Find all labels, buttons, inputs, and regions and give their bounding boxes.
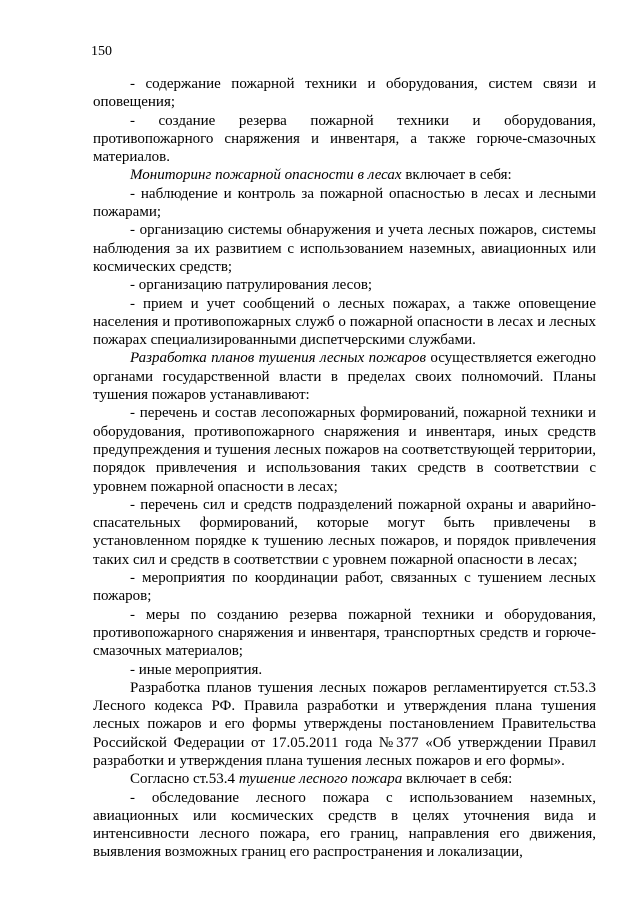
- paragraph-text: осуществляется ежегодно органами государственной власти в пределах своих полномочий. Планы тушения пожаров устанавливают:: [93, 350, 596, 404]
- paragraph-text: - прием и учет сообщений о лесных пожарах, а также оповещение населения и противопожарных служб о пожарной опасности в лесах и лесных пожарах специализированными диспетчерскими службами.: [93, 295, 596, 349]
- paragraph-text: - наблюдение и контроль за пожарной опасностью в лесах и лесными пожарами;: [93, 185, 596, 221]
- paragraph-plans-intro: [93, 349, 596, 404]
- paragraph-coordination: [93, 569, 596, 606]
- paragraph-reports-notification: [93, 295, 596, 350]
- italic-term: Мониторинг пожарной опасности в лесах: [130, 167, 402, 184]
- paragraph-reserve-measures: [93, 606, 596, 661]
- paragraph-observation-control: [93, 185, 596, 222]
- paragraph-text: включает в себя:: [401, 167, 512, 184]
- italic-term: тушение лесного пожара: [238, 771, 403, 788]
- paragraph-text: - перечень сил и средств подразделений пожарной охраны и аварийно-спасательных формирований, которые могут быть привлечены в установленном порядке к тушению лесных пожаров, и порядок привлечения таких сил и средств в соответствии с уровнем пожарной опасности в лесах;: [93, 496, 596, 568]
- paragraph-lead: Согласно ст.53.4: [130, 771, 239, 788]
- paragraph-text: - мероприятия по координации работ, связанных с тушением лесных пожаров;: [93, 570, 596, 605]
- paragraph-other-measures: [93, 661, 596, 679]
- paragraph-reserve-creation: [93, 112, 596, 167]
- paragraph-monitoring-intro: [93, 166, 596, 184]
- body-text: [93, 75, 596, 862]
- paragraph-formations-list: [93, 404, 596, 495]
- paragraph-text: - перечень и состав лесопожарных формирований, пожарной техники и оборудования, противопожарного снаряжения и инвентаря, иных средств предупреждения и тушения лесных пожаров на соответствующей территории, порядок привлечения и использования таких средств в соответствии с уровнем пожарной опасности в лесах;: [93, 405, 596, 495]
- paragraph-fire-survey: [93, 789, 596, 862]
- italic-term: Разработка планов тушения лесных пожаров: [130, 350, 426, 367]
- paragraph-text: - иные мероприятия.: [130, 661, 263, 678]
- paragraph-forces-list: [93, 496, 596, 569]
- paragraph-text: - содержание пожарной техники и оборудования, систем связи и оповещения;: [93, 76, 596, 111]
- paragraph-text: включает в себя:: [402, 771, 513, 788]
- paragraph-patrolling: [93, 276, 596, 294]
- paragraph-extinguishing-intro: [93, 770, 596, 788]
- paragraph-regulation: [93, 679, 596, 770]
- paragraph-equipment-maintenance: [93, 75, 596, 112]
- paragraph-text: Разработка планов тушения лесных пожаров регламентируется ст.53.3 Лесного кодекса РФ. Правила разработки и утверждения плана тушения лесных пожаров и его формы утверждены постановлением Правительства Российской Федерации от 17.05.2011 года №377 «Об утверждении Правил разработки и утверждения плана тушения лесных пожаров и его формы».: [93, 679, 596, 769]
- paragraph-text: - обследование лесного пожара с использованием наземных, авиационных или космических средств в целях уточнения вида и интенсивности лесного пожара, его границ, направления его движения, выявления возможных границ его распространения и локализации,: [93, 789, 596, 861]
- paragraph-text: - организацию патрулирования лесов;: [130, 277, 373, 294]
- paragraph-text: - организацию системы обнаружения и учета лесных пожаров, системы наблюдения за их развитием с использованием наземных, авиационных или космических средств;: [93, 222, 596, 275]
- paragraph-text: - меры по созданию резерва пожарной техники и оборудования, противопожарного снаряжения и инвентаря, транспортных средств и горюче-смазочных материалов;: [93, 606, 596, 660]
- paragraph-text: - создание резерва пожарной техники и оборудования, противопожарного снаряжения и инвентаря, а также горюче-смазочных материалов.: [93, 112, 596, 166]
- paragraph-detection-system: [93, 221, 596, 276]
- page-number: 150: [91, 44, 112, 59]
